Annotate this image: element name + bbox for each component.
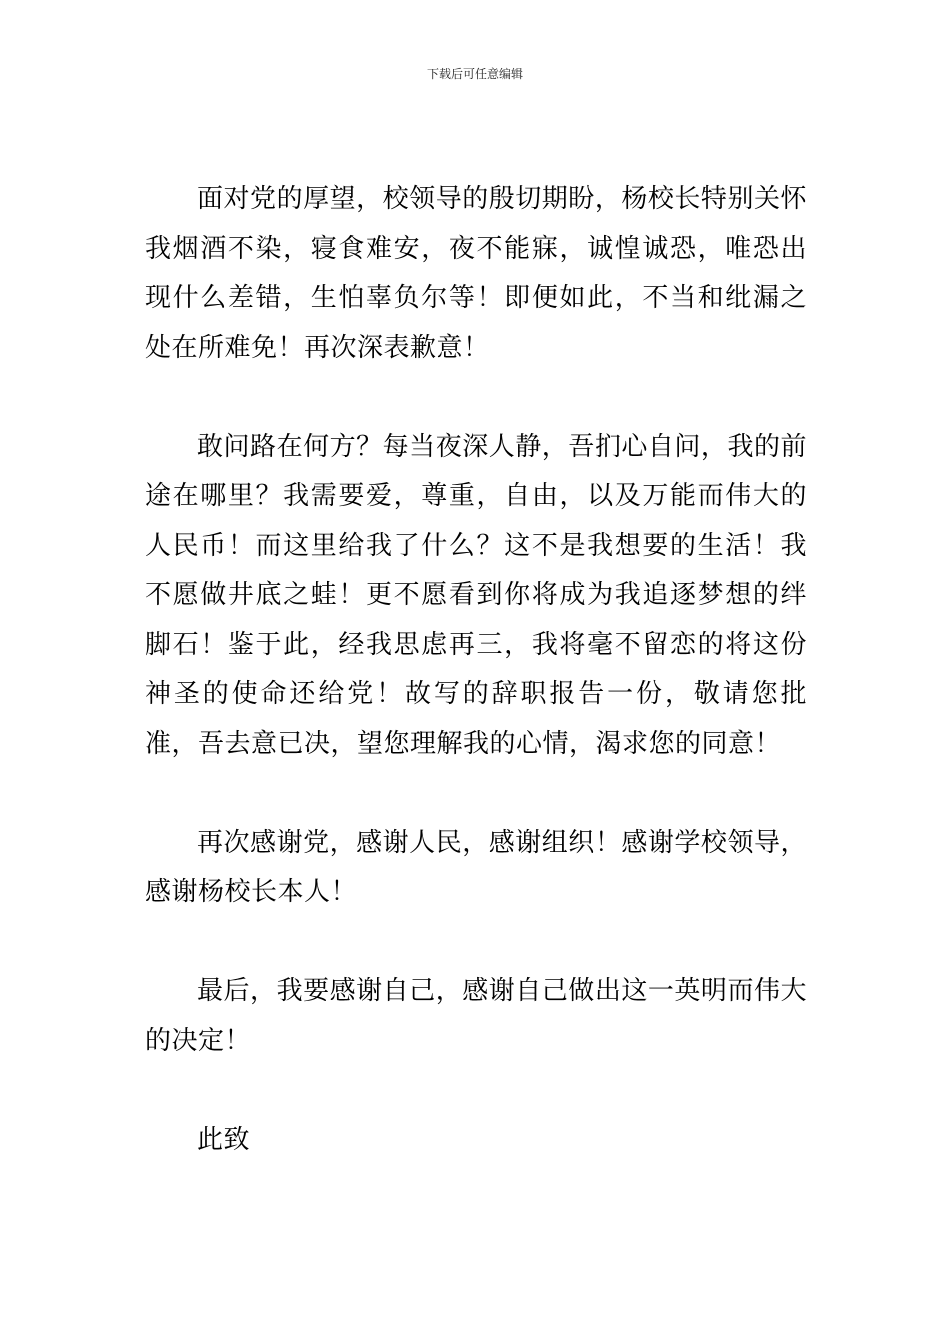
paragraph-resignation-reason: 敢问路在何方？每当夜深人静，吾扪心自问，我的前途在哪里？我需要爱，尊重，自由，以及万能而伟大的人民币！而这里给我了什么？这不是我想要的生活！我不愿做井底之蛙！更不愿看到你将成为我追逐梦想的绊脚石！鉴于此，经我思虑再三，我将毫不留恋的将这份神圣的使命还给党！故写的辞职报告一份，敬请您批准，吾去意已决，望您理解我的心情，渴求您的同意！ (145, 431, 807, 759)
paragraph-closing: 此致 (197, 1124, 251, 1155)
letter-body (145, 175, 807, 1165)
paragraph-gratitude-apology: 面对党的厚望，校领导的殷切期盼，杨校长特别关怀我烟酒不染，寝食难安，夜不能寐，诚惶诚恐，唯恐出现什么差错，生怕辜负尔等！即便如此，不当和纰漏之处在所难免！再次深表歉意！ (145, 184, 807, 363)
paragraph-thanks: 再次感谢党，感谢人民，感谢组织！感谢学校领导，感谢杨校长本人！ (145, 827, 807, 907)
page-header: 下载后可任意编辑 (426, 67, 523, 81)
paragraph-final-thanks: 最后，我要感谢自己，感谢自己做出这一英明而伟大的决定！ (145, 976, 807, 1056)
